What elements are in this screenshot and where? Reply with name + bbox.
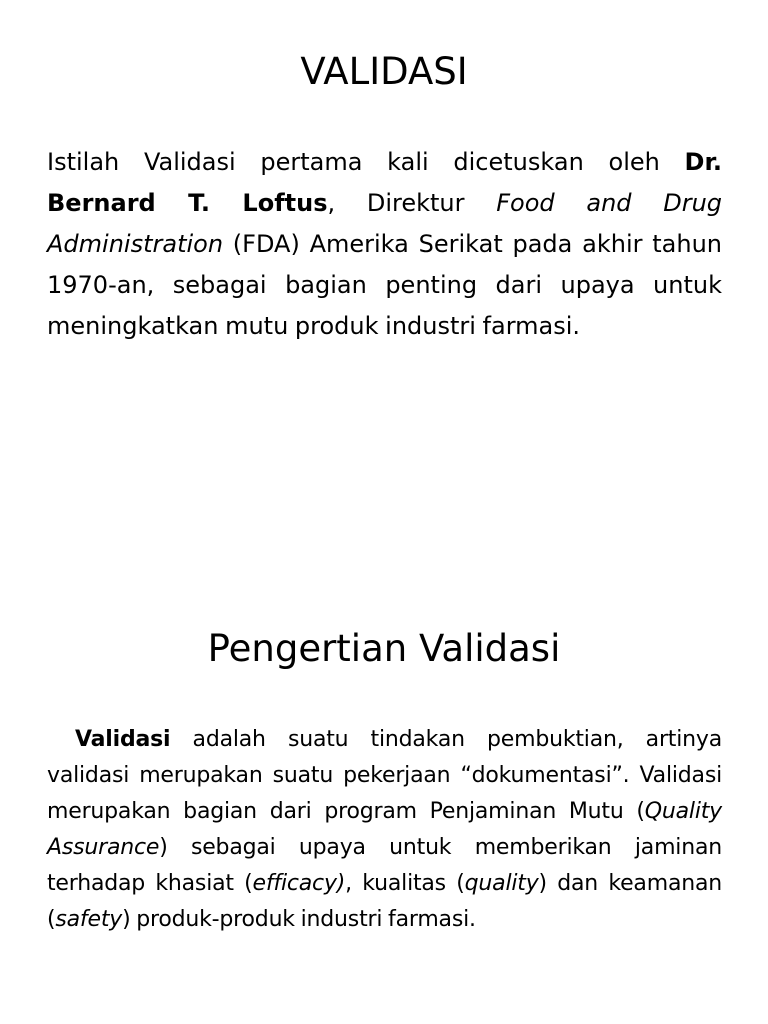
text-run: adalah suatu tindakan pembuktian, artinya validasi merupakan suatu pekerjaan “dokumentasi”. Validasi merupakan bagian dari program Penjaminan Mutu ( [47,727,722,824]
definition-paragraph [47,722,722,938]
text-run: ) dan keamanan ( [47,871,722,932]
slide-pengertian-validasi [0,512,768,1024]
text-run: ) sebagai upaya untuk memberikan jaminan terhadap khasiat ( [47,835,722,896]
italic-run: efficacy) [252,871,346,896]
text-run: (FDA) Amerika Serikat pada akhir tahun 1970-an, sebagai bagian penting dari upaya untuk meningkatkan mutu produk industri farmasi. [47,230,722,340]
slide-title: Pengertian Validasi [207,627,561,670]
bold-run-term: Validasi [75,727,171,752]
text-run: , kualitas ( [345,871,465,896]
intro-paragraph [47,142,722,347]
italic-run: safety [55,907,123,932]
text-run: , Direktur [327,189,497,217]
text-run: Istilah Validasi pertama kali dicetuskan oleh [47,148,685,176]
bold-run-person-name: Dr. Bernard T. Loftus [47,148,722,217]
text-run: ) produk-produk industri farmasi. [122,907,476,932]
slide-title: VALIDASI [300,50,468,93]
italic-run: quality [464,871,539,896]
italic-run: Quality Assurance [47,799,722,860]
italic-run-agency: Food and Drug Administration [47,189,723,258]
